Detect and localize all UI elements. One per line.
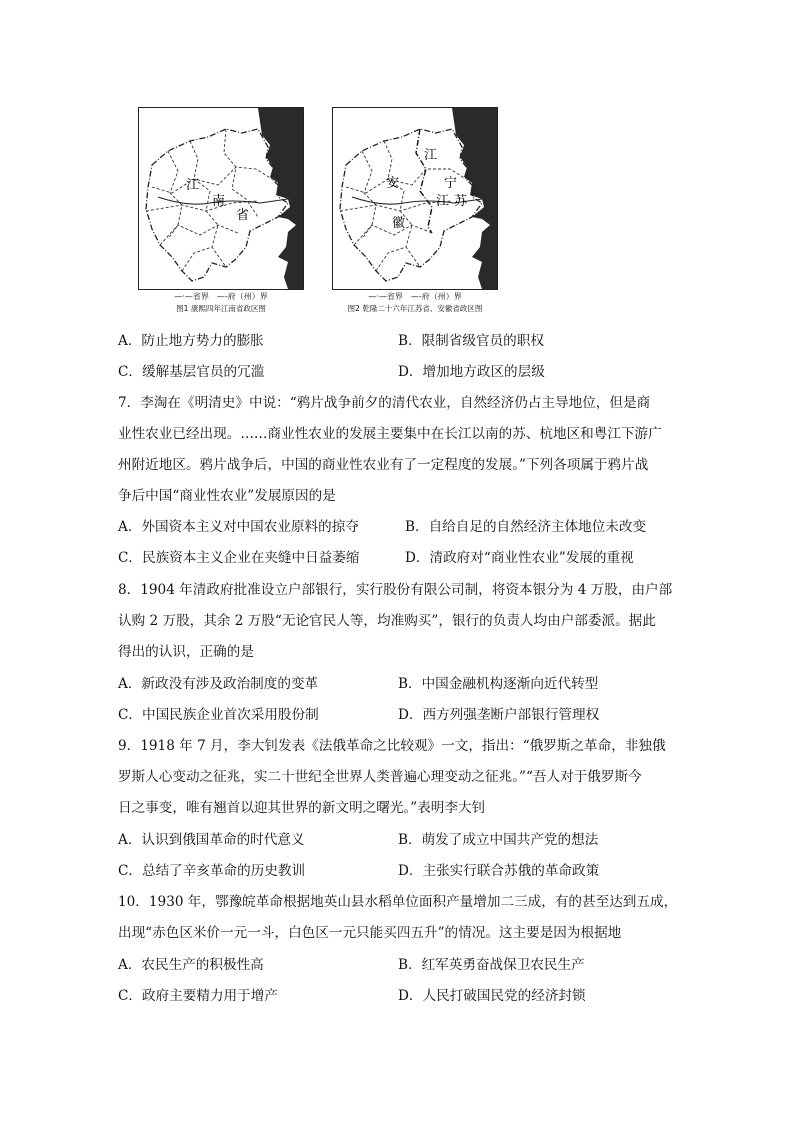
q8-stem-line-3: 得出的认识，正确的是 [118, 644, 254, 660]
q8-stem-line-1: 8．1904 年清政府批准设立户部银行，实行股份有限公司制，将资本银分为 4 万股，由户部 [118, 582, 673, 598]
map1-label-2: 南 [212, 194, 226, 209]
map2-caption: 图2 乾隆二十六年江苏省、安徽省政区图 [347, 304, 483, 313]
map-kangxi-jiangnan [138, 107, 304, 317]
map1-label-3: 省 [236, 208, 250, 223]
q7-stem-line-2: 业性农业已经出现。……商业性农业的发展主要集中在长江以南的苏、杭地区和粤江下游广 [118, 426, 662, 442]
q10-option-d: D．人民打破国民党的经济封锁 [398, 988, 586, 1004]
map2-label-4: 江 [436, 194, 450, 209]
q7-option-d: D．清政府对“商业性农业”发展的重视 [405, 550, 634, 566]
q10-option-c: C．政府主要精力用于增产 [118, 988, 278, 1004]
q7-option-a: A．外国资本主义对中国农业原料的掠夺 [118, 519, 359, 535]
q8-stem-line-2: 认购 2 万股，其余 2 万股“无论官民人等，均准购买”，银行的负责人均由户部委派。据此 [118, 613, 656, 629]
q10-stem-line-2: 出现“赤色区米价一元一斗，白色区一元只能买四五升”的情况。这主要是因为根据地 [118, 925, 622, 941]
q9-stem-line-2: 罗斯人心变动之征兆，实二十世纪全世界人类普遍心理变动之征兆。”“吾人对于俄罗斯今 [118, 769, 642, 785]
map2-label-1: 江 [424, 148, 438, 163]
q7-stem-line-3: 州附近地区。鸦片战争后，中国的商业性农业有了一定程度的发展。”下列各项属于鸦片战 [118, 457, 649, 473]
q8-option-d: D．西方列强垄断户部银行管理权 [398, 707, 600, 723]
map2-label-2: 安 [386, 176, 400, 191]
q9-option-a: A．认识到俄国革命的时代意义 [118, 832, 305, 848]
map2-graphic [332, 107, 498, 290]
q8-option-b: B．中国金融机构逐渐向近代转型 [398, 676, 599, 692]
q6-option-a: A．防止地方势力的膨胀 [118, 333, 264, 349]
q6-option-c: C．缓解基层官员的冗滥 [118, 364, 265, 380]
map2-label-5: 苏 [454, 194, 468, 209]
q8-option-a: A．新政没有涉及政治制度的变革 [118, 676, 319, 692]
map2-label-6: 徽 [392, 216, 406, 231]
q9-stem-line-1: 9．1918 年 7 月，李大钊发表《法俄革命之比较观》一文，指出：“俄罗斯之革命，非独俄 [118, 738, 666, 754]
map-figure [138, 107, 500, 317]
q10-stem-line-1: 10．1930 年，鄂豫皖革命根据地英山县水稻单位面积产量增加二三成，有的甚至达到五成， [118, 894, 678, 910]
map1-label-1: 江 [186, 178, 200, 193]
q10-option-a: A．农民生产的积极性高 [118, 957, 264, 973]
map1-legend: —·—省界 —-府（州）界 [174, 292, 268, 301]
q10-option-b: B．红军英勇奋战保卫农民生产 [398, 957, 585, 973]
q8-option-c: C．中国民族企业首次采用股份制 [118, 707, 319, 723]
q9-option-d: D．主张实行联合苏俄的革命政策 [398, 863, 600, 879]
map1-graphic [138, 107, 304, 290]
map-qianlong-jiangsu-anhui [332, 107, 498, 317]
q6-option-b: B．限制省级官员的职权 [398, 333, 544, 349]
map1-caption: 图1 康熙四年江南省政区图 [176, 304, 266, 313]
q9-stem-line-3: 日之事变，唯有翘首以迎其世界的新文明之曙光。”表明李大钊 [118, 800, 486, 816]
q7-stem-line-4: 争后中国“商业性农业”发展原因的是 [118, 488, 336, 504]
q7-option-b: B．自给自足的自然经济主体地位未改变 [405, 519, 647, 535]
map2-legend: —·—省界 —-府（州）界 [368, 292, 462, 301]
q7-option-c: C．民族资本主义企业在夹缝中日益萎缩 [118, 550, 360, 566]
q9-option-b: B．萌发了成立中国共产党的想法 [398, 832, 599, 848]
map2-label-3: 宁 [444, 176, 458, 191]
q6-option-d: D．增加地方政区的层级 [398, 364, 545, 380]
q7-stem-line-1: 7．李淘在《明清史》中说：“鸦片战争前夕的清代农业，自然经济仍占主导地位，但是商 [118, 395, 651, 411]
q9-option-c: C．总结了辛亥革命的历史教训 [118, 863, 306, 879]
